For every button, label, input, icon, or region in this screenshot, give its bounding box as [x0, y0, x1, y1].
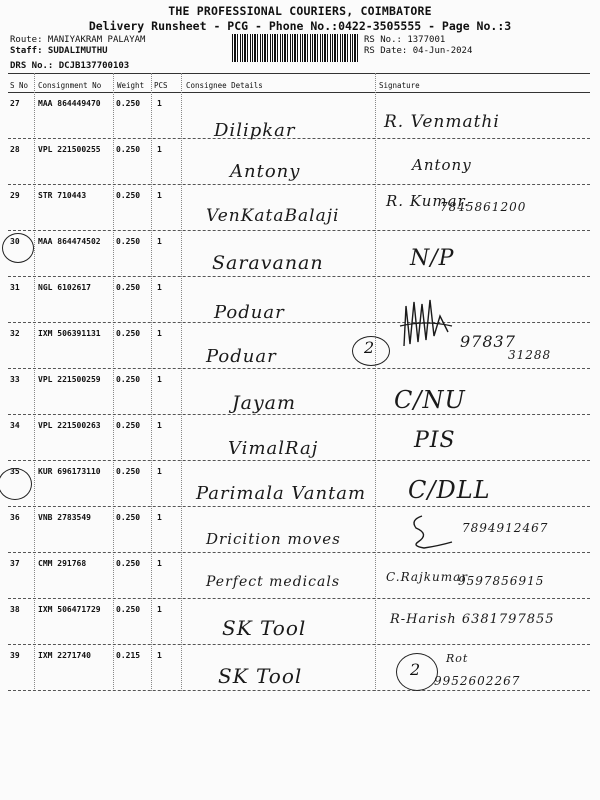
row-pcs: 1 — [157, 283, 162, 292]
row-consignee-handwriting: Dricition moves — [206, 530, 341, 548]
row-weight: 0.250 — [116, 421, 141, 430]
row-signature-handwriting: C/NU — [394, 386, 466, 414]
row-pcs: 1 — [157, 99, 162, 108]
row-weight: 0.250 — [116, 329, 141, 338]
row-weight: 0.250 — [116, 99, 141, 108]
row-consignment-no: VNB 2783549 — [38, 513, 91, 522]
handwritten-signature-scribble — [408, 512, 458, 552]
row-signature-handwriting-extra: 9952602267 — [434, 674, 521, 688]
row-weight: 0.250 — [116, 145, 141, 154]
margin-circle-mark — [2, 233, 34, 263]
barcode — [232, 34, 358, 62]
page-subtitle: Delivery Runsheet - PCG - Phone No.:0422-3505555 - Page No.:3 — [88, 19, 512, 33]
row-pcs: 1 — [157, 421, 162, 430]
row-pcs: 1 — [157, 467, 162, 476]
row-divider — [8, 230, 590, 231]
row-pcs: 1 — [157, 605, 162, 614]
row-consignee-handwriting: Saravanan — [212, 252, 324, 274]
column-header-sno: S No — [10, 81, 29, 90]
row-weight: 0.250 — [116, 237, 141, 246]
row-signature-handwriting: C/DLL — [408, 476, 491, 504]
header-bottom-rule — [8, 92, 590, 93]
row-weight: 0.250 — [116, 467, 141, 476]
row-signature-handwriting: C.Rajkumar — [386, 570, 469, 584]
row-consignment-no: IXM 506471729 — [38, 605, 101, 614]
row-consignment-no: IXM 2271740 — [38, 651, 91, 660]
row-sno: 28 — [10, 145, 20, 154]
row-consignee-handwriting: Parimala Vantam — [196, 483, 367, 504]
row-divider — [8, 644, 590, 645]
row-consignee-handwriting: SK Tool — [222, 616, 307, 640]
row-sno: 29 — [10, 191, 20, 200]
row-signature-handwriting: R-Harish 6381797855 — [390, 612, 555, 627]
row-signature-handwriting: R. Kumar. — [386, 192, 470, 210]
column-header-pcs: PCS — [154, 81, 168, 90]
row-consignee-handwriting: Poduar — [206, 346, 277, 367]
row-sno: 39 — [10, 651, 20, 660]
row-pcs: 1 — [157, 375, 162, 384]
row-signature-handwriting: PIS — [414, 428, 456, 453]
row-sno: 34 — [10, 421, 20, 430]
rs-number: RS No.: 1377001 — [364, 35, 446, 45]
table-top-rule — [8, 73, 590, 74]
row-sno: 35 — [10, 467, 20, 476]
row-weight: 0.215 — [116, 651, 141, 660]
row-consignment-no: STR 710443 — [38, 191, 87, 200]
row-signature-handwriting: R. Venmathi — [384, 112, 500, 132]
rs-date: RS Date: 04-Jun-2024 — [364, 46, 473, 56]
margin-circle-mark — [0, 468, 32, 500]
row-signature-handwriting-extra: 7845861200 — [440, 200, 527, 214]
row-pcs: 1 — [157, 191, 162, 200]
row-consignment-no: KUR 696173110 — [38, 467, 101, 476]
row-pcs: 1 — [157, 145, 162, 154]
row-divider — [8, 598, 590, 599]
row-consignment-no: CMM 291768 — [38, 559, 87, 568]
row-pcs: 1 — [157, 559, 162, 568]
row-consignee-handwriting: SK Tool — [218, 664, 303, 688]
row-weight: 0.250 — [116, 191, 141, 200]
row-divider — [8, 460, 590, 461]
row-divider — [8, 552, 590, 553]
row-consignee-handwriting: VenKataBalaji — [206, 206, 340, 226]
row-consignee-handwriting: Dilipkar — [214, 120, 296, 141]
row-pcs: 1 — [157, 329, 162, 338]
row-signature-handwriting: N/P — [410, 246, 455, 271]
signature-circle-number: 2 — [364, 338, 375, 357]
row-sno: 33 — [10, 375, 20, 384]
row-weight: 0.250 — [116, 605, 141, 614]
column-header-consignee: Consignee Details — [186, 81, 263, 90]
row-signature-handwriting: 7894912467 — [462, 521, 549, 535]
row-divider — [8, 506, 590, 507]
row-consignee-handwriting: Antony — [230, 161, 301, 182]
column-header-signature: Signature — [379, 81, 420, 90]
row-signature-handwriting-extra: 31288 — [508, 348, 552, 362]
row-sno: 36 — [10, 513, 20, 522]
row-consignment-no: VPL 221500259 — [38, 375, 101, 384]
row-signature-handwriting: Antony — [412, 156, 472, 174]
row-divider — [8, 138, 590, 139]
row-divider — [8, 690, 590, 691]
row-divider — [8, 322, 590, 323]
page-title: THE PROFESSIONAL COURIERS, COIMBATORE — [168, 4, 432, 18]
signature-circle-number: 2 — [410, 660, 421, 679]
row-consignment-no: VPL 221500255 — [38, 145, 101, 154]
row-sno: 37 — [10, 559, 20, 568]
row-pcs: 1 — [157, 651, 162, 660]
row-divider — [8, 184, 590, 185]
handwritten-signature-scribble — [396, 296, 456, 354]
row-sno: 31 — [10, 283, 20, 292]
row-signature-handwriting: Rot — [446, 652, 469, 665]
row-consignment-no: IXM 506391131 — [38, 329, 101, 338]
row-signature-handwriting-extra: 9597856915 — [458, 574, 545, 588]
row-consignee-handwriting: Poduar — [214, 302, 285, 323]
row-consignment-no: MAA 864474502 — [38, 237, 101, 246]
row-pcs: 1 — [157, 513, 162, 522]
row-sno: 30 — [10, 237, 20, 246]
route-label: Route: MANIYAKRAM PALAYAM — [10, 35, 146, 45]
row-signature-handwriting: 97837 — [460, 332, 516, 351]
row-sno: 38 — [10, 605, 20, 614]
row-divider — [8, 414, 590, 415]
row-consignee-handwriting: Jayam — [232, 392, 297, 414]
row-divider — [8, 276, 590, 277]
row-consignment-no: VPL 221500263 — [38, 421, 101, 430]
staff-label: Staff: SUDALIMUTHU — [10, 46, 108, 56]
row-consignment-no: MAA 864449470 — [38, 99, 101, 108]
row-weight: 0.250 — [116, 559, 141, 568]
row-weight: 0.250 — [116, 375, 141, 384]
row-weight: 0.250 — [116, 513, 141, 522]
row-divider — [8, 368, 590, 369]
row-consignee-handwriting: VimalRaj — [228, 438, 319, 459]
row-sno: 32 — [10, 329, 20, 338]
row-consignee-handwriting: Perfect medicals — [206, 574, 341, 590]
row-consignment-no: NGL 6102617 — [38, 283, 91, 292]
drs-number: DRS No.: DCJB137700103 — [10, 61, 130, 71]
row-weight: 0.250 — [116, 283, 141, 292]
column-header-consignment: Consignment No — [38, 81, 102, 90]
row-pcs: 1 — [157, 237, 162, 246]
column-header-weight: Weight — [117, 81, 145, 90]
row-sno: 27 — [10, 99, 20, 108]
